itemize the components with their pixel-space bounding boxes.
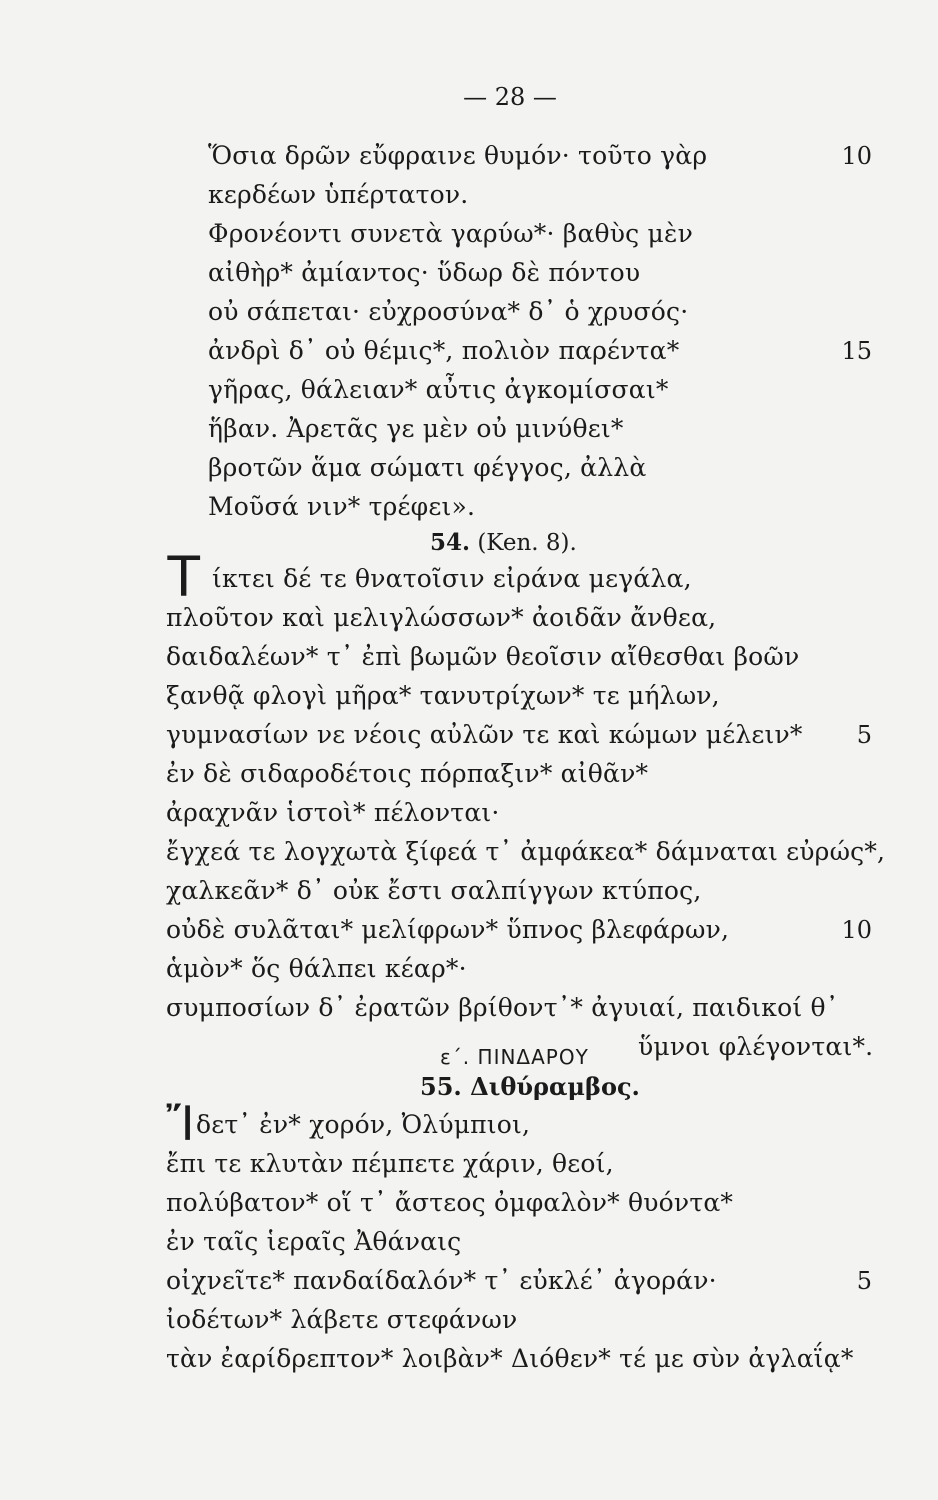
verse-line — [0, 1106, 938, 1144]
verse-line — [0, 794, 938, 832]
verse-text: γῆρας, θάλειαν* αὖτις ἀγκομίσσαι* — [208, 375, 669, 404]
verse-text: ἰοδέτων* λάβετε στεφάνων — [166, 1305, 518, 1334]
verse-line — [0, 950, 938, 988]
verse-text: ὕμνοι φλέγονται*. — [638, 1032, 874, 1061]
verse-line — [0, 449, 938, 487]
verse-line — [0, 293, 938, 331]
verse-line — [0, 1223, 938, 1261]
verse-line — [0, 332, 938, 370]
verse-text: Μοῦσά νιν* τρέφει». — [208, 492, 476, 521]
drop-cap: Ἴ — [166, 1095, 195, 1151]
verse-line — [0, 371, 938, 409]
verse-text: γυμνασίων νε νέοις αὐλῶν τε καὶ κώμων μέλειν* — [166, 720, 803, 749]
verse-text: οὐ σάπεται· εὐχροσύνα* δ᾽ ὁ χρυσός· — [208, 297, 689, 326]
fragment-reference: (Ken. 8). — [477, 530, 577, 556]
line-number: 10 — [841, 142, 872, 170]
verse-line — [0, 1340, 938, 1378]
verse-text: Φρονέοντι συνετὰ γαρύω*· βαθὺς μὲν — [208, 219, 693, 248]
author-heading: ε΄. ΠΙΝΔΑΡΟΥ — [440, 1045, 589, 1069]
verse-line — [0, 137, 938, 175]
verse-line — [0, 1301, 938, 1339]
verse-line — [0, 176, 938, 214]
verse-text: οἰχνεῖτε* πανδαίδαλόν* τ᾽ εὐκλέ᾽ ἀγοράν· — [166, 1266, 717, 1295]
page-number: — 28 — — [463, 83, 557, 111]
verse-text: συμποσίων δ᾽ ἐρατῶν βρίθοντ᾽* ἀγυιαί, παιδικοί θ᾽ — [166, 993, 839, 1022]
verse-text: ἔγχεά τε λογχωτὰ ξίφεά τ᾽ ἀμφάκεα* δάμναται εὐρώς*, — [166, 837, 886, 866]
verse-text: αἰθὴρ* ἀμίαντος· ὕδωρ δὲ πόντου — [208, 258, 641, 287]
line-number: 10 — [841, 916, 872, 944]
verse-line — [0, 833, 938, 871]
poem-title: 55. Διθύραμβος. — [420, 1072, 640, 1101]
verse-text: ίκτει δέ τε θνατοῖσιν εἰράνα μεγάλα, — [212, 564, 692, 593]
verse-line — [0, 560, 938, 598]
verse-text: ξανθᾷ φλογὶ μῆρα* τανυτρίχων* τε μήλων, — [166, 681, 720, 710]
verse-line — [0, 911, 938, 949]
verse-line — [0, 488, 938, 526]
verse-text: ἁμὸν* ὅς θάλπει κέαρ*· — [166, 954, 467, 983]
line-number: 5 — [856, 721, 872, 749]
verse-text: τὰν ἐαρίδρεπτον* λοιβὰν* Διόθεν* τέ με σὺν ἀγλαΐᾳ* — [166, 1344, 854, 1373]
verse-line — [0, 215, 938, 253]
verse-text: κερδέων ὑπέρτατον. — [208, 180, 469, 209]
verse-text: βροτῶν ἅμα σώματι φέγγος, ἀλλὰ — [208, 453, 647, 482]
fragment-number: 54. — [430, 529, 471, 556]
verse-line — [0, 1262, 938, 1300]
verse-line — [0, 410, 938, 448]
verse-text: ἔπι τε κλυτὰν πέμπετε χάριν, θεοί, — [166, 1149, 614, 1178]
verse-line — [0, 599, 938, 637]
verse-text: δετ᾽ ἐν* χορόν, Ὀλύμπιοι, — [196, 1110, 531, 1139]
verse-text: ἀραχνᾶν ἱστοὶ* πέλονται· — [166, 798, 500, 827]
verse-line — [0, 1184, 938, 1222]
line-number: 5 — [856, 1267, 872, 1295]
verse-line — [0, 677, 938, 715]
verse-line — [0, 638, 938, 676]
verse-text: δαιδαλέων* τ᾽ ἐπὶ βωμῶν θεοῖσιν αἴθεσθαι βοῶν — [166, 642, 800, 671]
verse-text: πλοῦτον καὶ μελιγλώσσων* ἀοιδᾶν ἄνθεα, — [166, 603, 717, 632]
verse-line — [0, 716, 938, 754]
drop-cap: Τ — [166, 544, 202, 609]
verse-line — [0, 254, 938, 292]
verse-text: ἐν ταῖς ἱεραῖς Ἀθάναις — [166, 1227, 462, 1256]
line-number: 15 — [841, 337, 872, 365]
verse-text: ἀνδρὶ δ᾽ οὐ θέμις*, πολιὸν παρέντα* — [208, 336, 680, 365]
verse-line — [0, 1145, 938, 1183]
verse-line — [0, 755, 938, 793]
verse-text: χαλκεᾶν* δ᾽ οὐκ ἔστι σαλπίγγων κτύπος, — [166, 876, 702, 905]
fragment-54-header — [430, 525, 577, 561]
verse-text: πολύβατον* οἵ τ᾽ ἄστεος ὀμφαλὸν* θυόντα* — [166, 1188, 734, 1217]
verse-line — [0, 989, 938, 1027]
verse-text: ἥβαν. Ἀρετᾶς γε μὲν οὐ μινύθει* — [208, 414, 624, 443]
verse-text: ἐν δὲ σιδαροδέτοις πόρπαξιν* αἰθᾶν* — [166, 759, 649, 788]
verse-text: οὐδὲ συλᾶται* μελίφρων* ὕπνος βλεφάρων, — [166, 915, 730, 944]
verse-line — [0, 872, 938, 910]
verse-text: Ὅσια δρῶν εὔφραινε θυμόν· τοῦτο γὰρ — [208, 141, 708, 170]
